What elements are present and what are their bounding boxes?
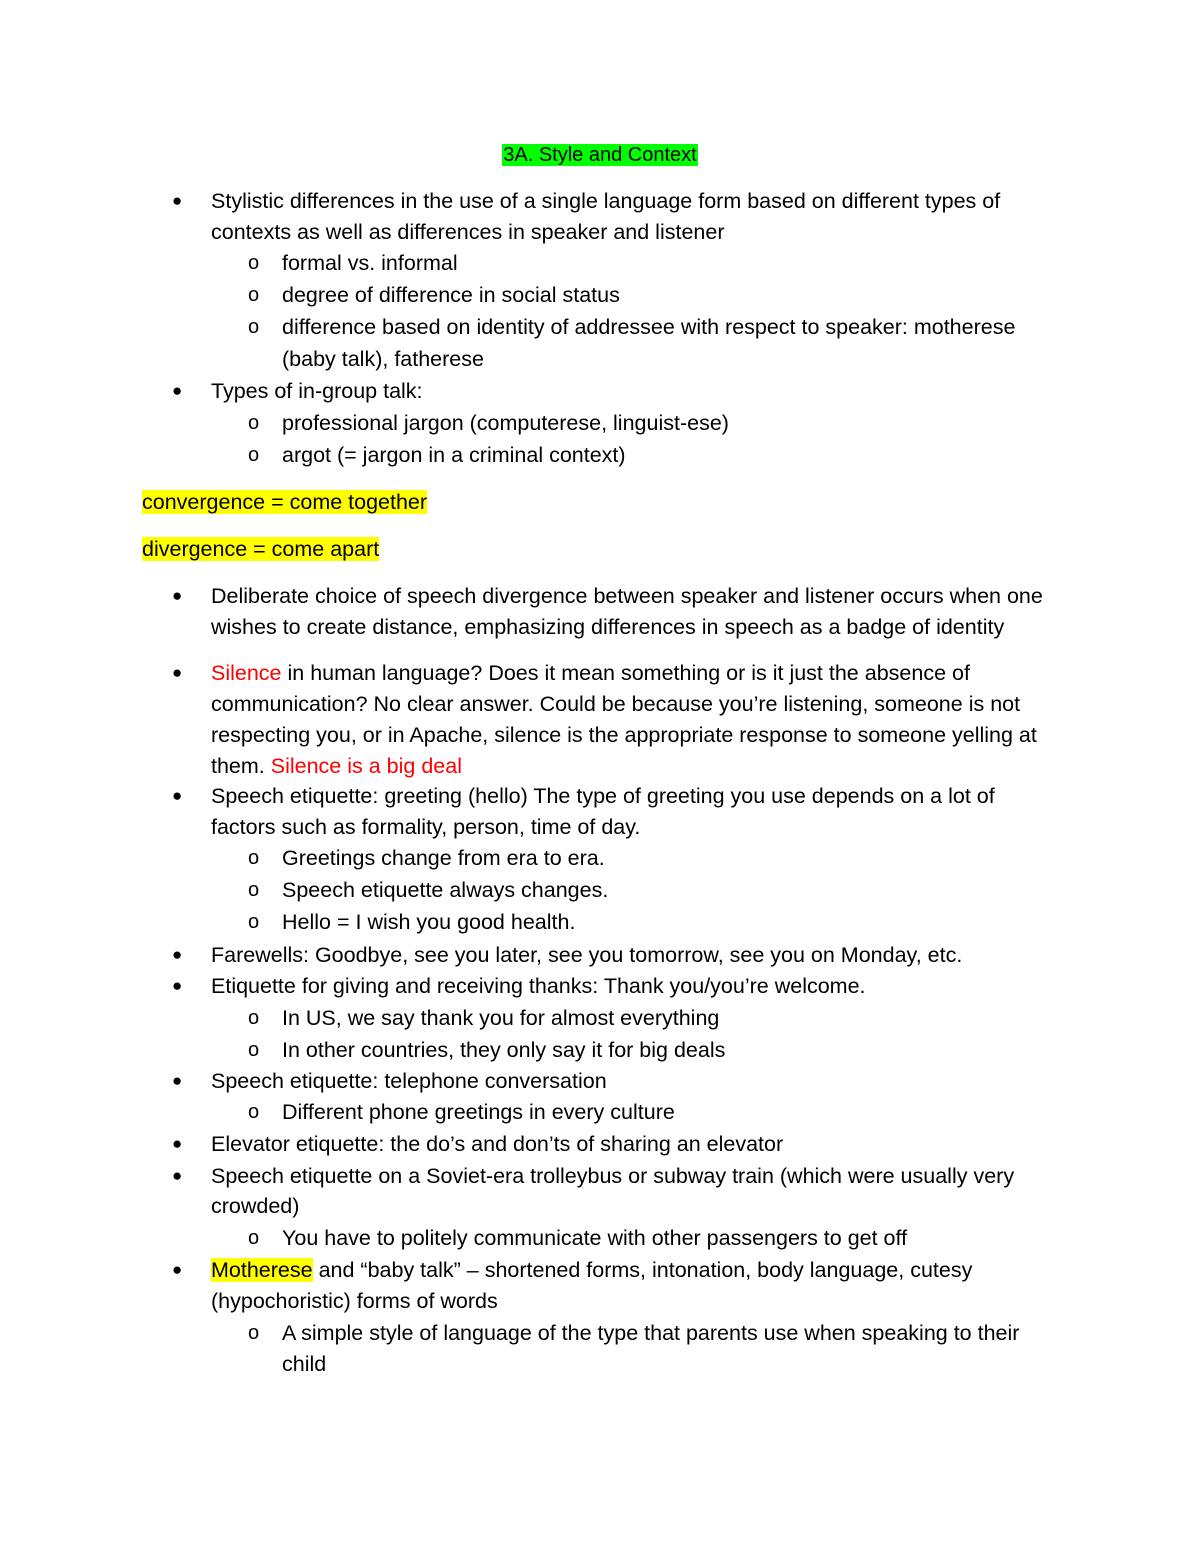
list-item-text: contexts as well as differences in speaker and listener (211, 220, 725, 244)
sub-list-item-text: difference based on identity of addressee with respect to speaker: motherese (282, 315, 1016, 339)
sub-bullet-icon: o (248, 847, 260, 869)
list-item-text (211, 659, 970, 687)
bullet-icon: ● (172, 381, 183, 400)
list-item-text: respecting you, or in Apache, silence is the appropriate response to someone yelling at (211, 723, 1037, 747)
list-item-text: (hypochoristic) forms of words (211, 1289, 498, 1313)
sub-bullet-icon: o (248, 879, 260, 901)
bullet-icon: ● (172, 1071, 183, 1090)
sub-bullet-icon: o (248, 1322, 260, 1344)
divergence-text: divergence = come apart (142, 537, 380, 561)
list-item-text: Deliberate choice of speech divergence between speaker and listener occurs when one (211, 584, 1043, 608)
list-item-text-rest: in human language? Does it mean something or is it just the absence of (281, 661, 970, 685)
list-item-text (211, 1256, 972, 1284)
sub-list-item-text: You have to politely communicate with other passengers to get off (282, 1226, 908, 1250)
bullet-icon: ● (172, 1134, 183, 1153)
sub-list-item-text: professional jargon (computerese, linguist-ese) (282, 411, 729, 435)
sub-bullet-icon: o (248, 412, 260, 434)
list-item-text-rest: and “baby talk” – shortened forms, intonation, body language, cutesy (312, 1258, 973, 1282)
sub-list-item-text: Speech etiquette always changes. (282, 878, 609, 902)
list-item-text: Speech etiquette: greeting (hello) The type of greeting you use depends on a lot of (211, 784, 995, 808)
bullet-icon: ● (172, 586, 183, 605)
list-item-text (211, 752, 462, 780)
title-row (0, 141, 1200, 169)
convergence-definition (142, 488, 427, 516)
bullet-icon: ● (172, 786, 183, 805)
divergence-definition (142, 535, 379, 563)
silence-emphasis: Silence is a big deal (270, 754, 462, 778)
bullet-icon: ● (172, 1260, 183, 1279)
motherese-keyword: Motherese (211, 1258, 313, 1282)
list-item-text: Etiquette for giving and receiving thanks: Thank you/you’re welcome. (211, 974, 866, 998)
sub-list-item-text: argot (= jargon in a criminal context) (282, 443, 626, 467)
sub-list-item-text: degree of difference in social status (282, 283, 620, 307)
bullet-icon: ● (172, 191, 183, 210)
bullet-icon: ● (172, 945, 183, 964)
list-item-text: Speech etiquette: telephone conversation (211, 1069, 607, 1093)
bullet-icon: ● (172, 663, 183, 682)
sub-list-item-text: Greetings change from era to era. (282, 846, 605, 870)
sub-bullet-icon: o (248, 316, 260, 338)
list-item-text: Stylistic differences in the use of a single language form based on different types of (211, 189, 1001, 213)
sub-list-item-text: (baby talk), fatherese (282, 347, 484, 371)
sub-list-item-text: In other countries, they only say it for big deals (282, 1038, 726, 1062)
list-item-text: Farewells: Goodbye, see you later, see you tomorrow, see you on Monday, etc. (211, 943, 963, 967)
list-item-text: Speech etiquette on a Soviet-era trolleybus or subway train (which were usually very (211, 1164, 1015, 1188)
bullet-icon: ● (172, 1166, 183, 1185)
sub-bullet-icon: o (248, 1039, 260, 1061)
silence-keyword: Silence (211, 661, 282, 685)
sub-bullet-icon: o (248, 1101, 260, 1123)
sub-list-item-text: child (282, 1352, 327, 1376)
list-item-text: communication? No clear answer. Could be because you’re listening, someone is not (211, 692, 1021, 716)
sub-bullet-icon: o (248, 252, 260, 274)
list-item-text: wishes to create distance, emphasizing differences in speech as a badge of identity (211, 615, 1005, 639)
list-item-text: Types of in-group talk: (211, 379, 423, 403)
list-item-text: Elevator etiquette: the do’s and don’ts of sharing an elevator (211, 1132, 784, 1156)
page-title: 3A. Style and Context (503, 144, 697, 166)
sub-list-item-text: A simple style of language of the type that parents use when speaking to their (282, 1321, 1020, 1345)
sub-list-item-text: In US, we say thank you for almost everything (282, 1006, 720, 1030)
sub-list-item-text: Hello = I wish you good health. (282, 910, 576, 934)
convergence-text: convergence = come together (142, 490, 428, 514)
sub-bullet-icon: o (248, 1227, 260, 1249)
sub-list-item-text: Different phone greetings in every culture (282, 1100, 675, 1124)
sub-bullet-icon: o (248, 284, 260, 306)
list-item-text-start: them. (211, 754, 271, 778)
bullet-icon: ● (172, 976, 183, 995)
sub-bullet-icon: o (248, 911, 260, 933)
list-item-text: crowded) (211, 1194, 300, 1218)
sub-bullet-icon: o (248, 444, 260, 466)
sub-list-item-text: formal vs. informal (282, 251, 458, 275)
list-item-text: factors such as formality, person, time of day. (211, 815, 641, 839)
sub-bullet-icon: o (248, 1007, 260, 1029)
